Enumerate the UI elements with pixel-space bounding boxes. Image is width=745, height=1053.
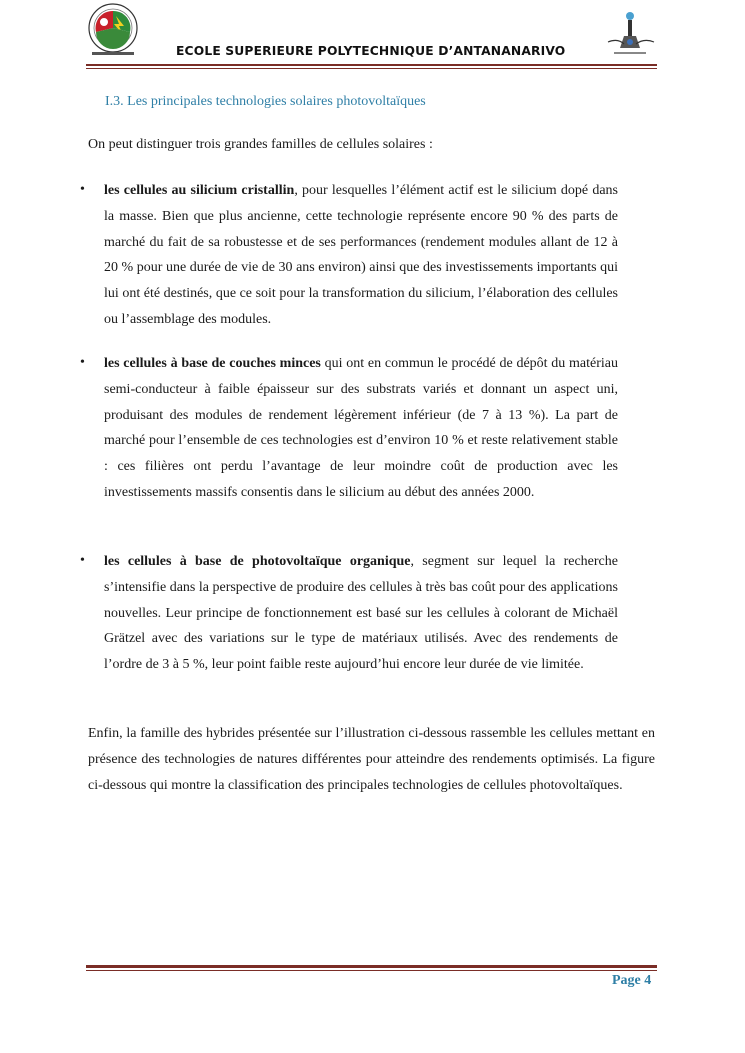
list-item-lead: les cellules à base de photovoltaïque organique [104, 554, 411, 569]
list-item [104, 178, 618, 333]
bullet-icon: • [80, 355, 85, 370]
department-logo [604, 8, 656, 62]
list-item-text: qui ont en commun le procédé de dépôt du matériau semi-conducteur à faible épaisseur sur des substrats variés et donnant un aspect uni, produisant des modules de rendement légèrement inférieur (de 7 à 13 %). La part de marché pour l’ensemble de ces technologies est d’environ 10 % et reste relativement stable : ces filières ont perdu l’avantage de leur moindre coût de production avec les investissements massifs consentis dans le silicium au début des années 2000. [104, 356, 619, 500]
list-item-lead: les cellules à base de couches minces [104, 356, 321, 371]
bullet-icon: • [80, 553, 85, 568]
list-item [104, 549, 618, 678]
closing-paragraph: Enfin, la famille des hybrides présentée sur l’illustration ci-dessous rassemble les cellules mettant en présence des technologies de natures différentes pour atteindre des rendements optimisés. La figure ci-dessous qui montre la classification des principales technologies de cellules photovoltaïques. [88, 726, 655, 793]
intro-paragraph: On peut distinguer trois grandes familles de cellules solaires : [88, 137, 433, 152]
header-rule-thin [86, 68, 657, 69]
list-item-text: , segment sur lequel la recherche s’intensifie dans la perspective de produire des cellules à très bas coût pour des applications nouvelles. Leur principe de fonctionnement est basé sur les cellules à colorant de Michaël Grätzel avec des variations sur le type de matériaux utilisés. Avec des rendements de l’ordre de 3 à 5 %, leur point faible reste aujourd’hui encore leur durée de vie limitée. [104, 554, 618, 673]
list-item-lead: les cellules au silicium cristallin [104, 183, 295, 198]
header-rule [86, 64, 657, 66]
list-item-text: , pour lesquelles l’élément actif est le silicium dopé dans la masse. Bien que plus ancienne, cette technologie représente encore 90 % des parts de marché du fait de sa robustesse et de ses performances (rendement modules allant de 12 à 20 % pour une durée de vie de 30 ans environ) ainsi que des investissements importants qui lui ont été destinés, que ce soit pour la transformation du silicium, l’élaboration des cellules ou l’assemblage des modules. [104, 183, 619, 327]
bullet-icon: • [80, 182, 85, 197]
page-number: Page 4 [612, 973, 652, 988]
institution-title: ECOLE SUPERIEURE POLYTECHNIQUE D’ANTANANARIVO [176, 44, 566, 58]
section-title: I.3. Les principales technologies solaires photovoltaïques [105, 94, 426, 109]
school-logo [86, 2, 140, 60]
footer-rule [86, 965, 657, 968]
list-item [104, 351, 618, 506]
footer-rule-thin [86, 970, 657, 971]
